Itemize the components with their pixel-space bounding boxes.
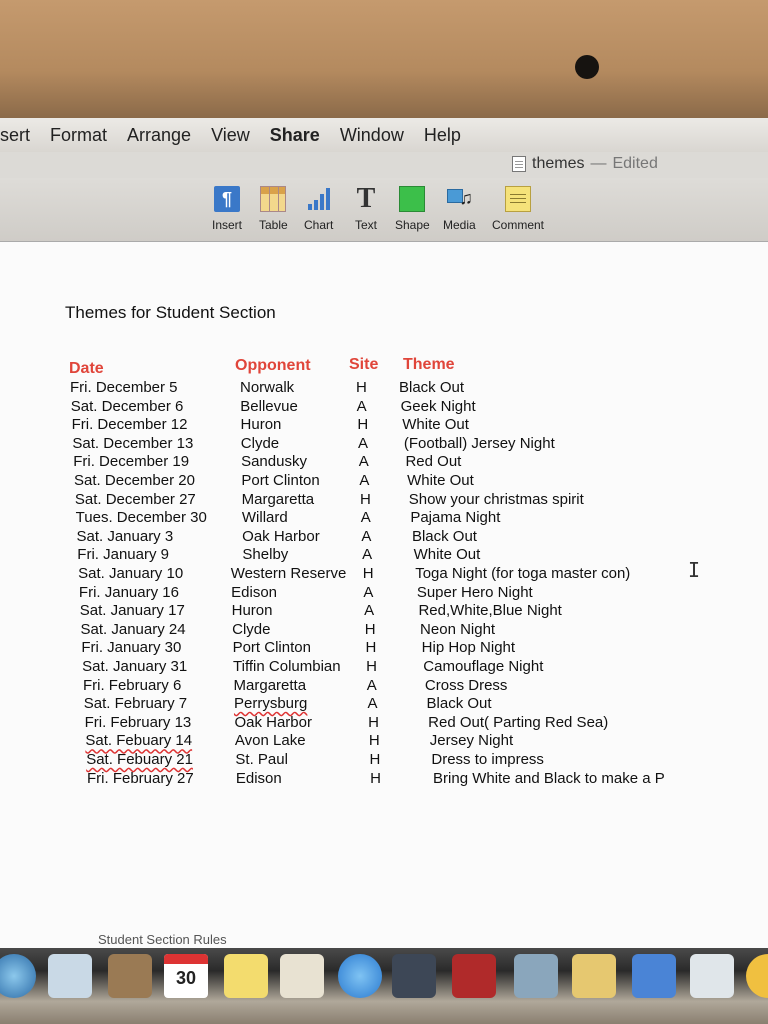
shape-button[interactable] bbox=[395, 186, 430, 232]
window-title[interactable] bbox=[512, 155, 658, 173]
opponent-cell: Perrysburg bbox=[233, 695, 308, 713]
paragraph-icon: ¶ bbox=[214, 186, 240, 212]
date-cell: Sat. January 17 bbox=[79, 602, 185, 620]
theme-cell: Geek Night bbox=[400, 397, 476, 415]
text-button[interactable] bbox=[353, 183, 379, 232]
site-cell: A bbox=[358, 453, 369, 471]
theme-cell: Bring White and Black to make a P bbox=[433, 769, 665, 787]
date-cell: Fri. February 13 bbox=[84, 713, 192, 731]
header-site: Site bbox=[349, 356, 379, 373]
shape-icon bbox=[399, 186, 425, 212]
header-date: Date bbox=[69, 360, 104, 377]
theme-cell: Neon Night bbox=[420, 620, 496, 638]
text-cursor-icon: I bbox=[688, 558, 701, 582]
table-row bbox=[0, 379, 768, 397]
document-name: themes bbox=[532, 155, 585, 172]
site-cell: H bbox=[364, 620, 376, 638]
date-cell: Sat. Febuary 14 bbox=[85, 732, 193, 750]
opponent-cell: Port Clinton bbox=[232, 639, 311, 657]
notes-icon[interactable] bbox=[224, 954, 268, 998]
opponent-cell: Oak Harbor bbox=[242, 527, 320, 545]
keynote-icon[interactable] bbox=[632, 954, 676, 998]
table-row bbox=[0, 770, 768, 788]
document-icon bbox=[512, 156, 526, 172]
menu-view[interactable]: View bbox=[211, 124, 250, 145]
screen bbox=[0, 118, 768, 948]
date-cell: Sat. February 7 bbox=[83, 695, 188, 713]
opponent-cell: Clyde bbox=[240, 434, 280, 452]
opponent-cell: Port Clinton bbox=[241, 472, 320, 489]
media-icon: ♫ bbox=[446, 186, 472, 212]
table-row bbox=[0, 472, 768, 490]
shape-label: Shape bbox=[395, 218, 430, 232]
theme-cell: Cross Dress bbox=[424, 676, 508, 694]
date-cell: Fri. December 5 bbox=[70, 379, 178, 396]
opponent-cell: Clyde bbox=[232, 620, 271, 638]
date-cell: Fri. January 9 bbox=[77, 546, 169, 564]
facetime-icon[interactable] bbox=[392, 954, 436, 998]
opponent-cell: Bellevue bbox=[240, 397, 298, 415]
opponent-cell: Sandusky bbox=[241, 453, 307, 471]
table-row bbox=[0, 565, 768, 583]
opponent-cell: Avon Lake bbox=[234, 732, 306, 750]
contacts-icon[interactable] bbox=[108, 954, 152, 998]
menu-bar bbox=[0, 118, 768, 152]
date-cell: Fri. December 19 bbox=[73, 453, 190, 471]
site-cell: H bbox=[368, 732, 380, 750]
site-cell: H bbox=[362, 565, 374, 582]
menu-arrange[interactable]: Arrange bbox=[127, 124, 192, 145]
opponent-cell: Norwalk bbox=[240, 379, 295, 396]
mail-icon[interactable] bbox=[48, 954, 92, 998]
table-row bbox=[0, 491, 768, 509]
site-cell: A bbox=[367, 695, 378, 713]
media-button[interactable] bbox=[443, 186, 476, 232]
footer-heading: Student Section Rules bbox=[98, 932, 227, 947]
header-opponent: Opponent bbox=[235, 357, 311, 374]
calendar-icon[interactable] bbox=[164, 954, 208, 998]
table-row bbox=[0, 528, 768, 546]
site-cell: A bbox=[356, 397, 367, 415]
photo-booth-icon[interactable] bbox=[452, 954, 496, 998]
numbers-icon[interactable] bbox=[690, 954, 734, 998]
theme-cell: White Out bbox=[413, 546, 481, 564]
date-cell: Fri. December 12 bbox=[71, 416, 188, 434]
theme-cell: Toga Night (for toga master con) bbox=[415, 565, 631, 582]
opponent-cell: Oak Harbor bbox=[234, 713, 312, 731]
chart-icon bbox=[306, 186, 332, 212]
window-titlebar bbox=[0, 152, 768, 178]
table-row bbox=[0, 584, 768, 602]
theme-cell: Pajama Night bbox=[410, 509, 501, 527]
table-button[interactable] bbox=[259, 186, 288, 232]
date-cell: Sat. December 20 bbox=[74, 472, 195, 489]
comment-label: Comment bbox=[492, 218, 545, 232]
table-label: Table bbox=[259, 218, 288, 232]
date-cell: Sat. January 10 bbox=[78, 565, 184, 582]
table-row bbox=[0, 714, 768, 732]
theme-cell: Jersey Night bbox=[429, 732, 514, 750]
theme-cell: Red Out bbox=[405, 453, 462, 471]
date-cell: Sat. January 3 bbox=[76, 527, 174, 545]
theme-cell: Show your christmas spirit bbox=[408, 490, 584, 508]
theme-cell: Super Hero Night bbox=[416, 583, 533, 601]
site-cell: A bbox=[362, 546, 373, 564]
opponent-cell: Huron bbox=[240, 416, 282, 434]
text-icon: T bbox=[356, 183, 376, 214]
table-row bbox=[0, 639, 768, 657]
pages-icon[interactable] bbox=[572, 954, 616, 998]
opponent-cell: Margaretta bbox=[233, 676, 307, 694]
document-canvas[interactable] bbox=[0, 242, 768, 948]
theme-cell: Black Out bbox=[411, 527, 477, 545]
text-label: Text bbox=[354, 218, 377, 232]
insert-button[interactable] bbox=[212, 186, 242, 232]
table-row bbox=[0, 677, 768, 695]
table-row bbox=[0, 602, 768, 620]
table-row bbox=[0, 621, 768, 639]
chart-label: Chart bbox=[304, 218, 334, 232]
messages-icon[interactable] bbox=[338, 954, 382, 998]
theme-cell: (Football) Jersey Night bbox=[403, 434, 555, 452]
table-row bbox=[0, 509, 768, 527]
menu-window[interactable]: Window bbox=[339, 124, 404, 145]
edited-status: Edited bbox=[612, 155, 658, 172]
site-cell: H bbox=[366, 658, 377, 675]
document-heading: Themes for Student Section bbox=[65, 303, 276, 322]
theme-cell: Black Out bbox=[426, 695, 492, 713]
table-icon bbox=[260, 186, 286, 212]
opponent-cell: Willard bbox=[241, 509, 288, 527]
menu-share[interactable]: Share bbox=[269, 124, 320, 145]
insert-label: Insert bbox=[212, 218, 243, 232]
reminders-icon[interactable] bbox=[280, 954, 324, 998]
theme-cell: Dress to impress bbox=[431, 751, 544, 768]
date-cell: Sat. January 31 bbox=[82, 658, 188, 675]
date-cell: Fri. January 30 bbox=[81, 639, 182, 657]
theme-cell: Camouflage Night bbox=[423, 658, 544, 675]
site-cell: H bbox=[370, 769, 382, 787]
screen-bezel bbox=[0, 0, 768, 118]
menu-help[interactable]: Help bbox=[423, 124, 461, 145]
table-row bbox=[0, 398, 768, 416]
site-cell: H bbox=[365, 639, 377, 657]
site-cell: A bbox=[358, 434, 369, 452]
site-cell: H bbox=[368, 713, 379, 731]
header-theme: Theme bbox=[403, 356, 455, 373]
date-cell: Fri. February 6 bbox=[82, 676, 182, 694]
site-cell: A bbox=[363, 583, 374, 601]
date-cell: Sat. Febuary 21 bbox=[86, 751, 193, 768]
theme-cell: Red Out( Parting Red Sea) bbox=[428, 713, 609, 731]
site-cell: H bbox=[356, 379, 367, 396]
opponent-cell: Edison bbox=[235, 769, 282, 787]
site-cell: A bbox=[360, 509, 371, 527]
menu-format[interactable]: Format bbox=[50, 124, 108, 145]
site-cell: H bbox=[369, 751, 381, 768]
media-label: Media bbox=[443, 218, 476, 232]
date-cell: Sat. January 24 bbox=[80, 620, 186, 638]
app-icon[interactable] bbox=[746, 954, 768, 998]
iphoto-icon[interactable] bbox=[514, 954, 558, 998]
toolbar bbox=[0, 178, 768, 242]
opponent-cell: Huron bbox=[231, 602, 273, 620]
table-row bbox=[0, 751, 768, 769]
calendar-day: 30 bbox=[175, 968, 197, 988]
theme-cell: White Out bbox=[402, 416, 469, 434]
chart-button[interactable] bbox=[304, 186, 333, 232]
site-cell: H bbox=[360, 490, 371, 508]
table-row bbox=[0, 546, 768, 564]
opponent-cell: Shelby bbox=[242, 546, 289, 564]
table-row bbox=[0, 416, 768, 434]
site-cell: A bbox=[366, 676, 377, 694]
date-cell: Fri. January 16 bbox=[78, 583, 179, 601]
theme-cell: Red,White,Blue Night bbox=[418, 602, 562, 620]
table-row bbox=[0, 695, 768, 713]
site-cell: A bbox=[359, 472, 370, 489]
theme-cell: Black Out bbox=[399, 379, 465, 396]
webcam bbox=[575, 55, 599, 79]
site-cell: A bbox=[361, 527, 372, 545]
table-row bbox=[0, 435, 768, 453]
table-row bbox=[0, 453, 768, 471]
safari-icon[interactable] bbox=[0, 954, 36, 998]
opponent-cell: Tiffin Columbian bbox=[233, 658, 341, 675]
date-cell: Sat. December 27 bbox=[74, 490, 196, 508]
comment-icon bbox=[505, 186, 531, 212]
title-separator: — bbox=[590, 155, 607, 172]
date-cell: Fri. February 27 bbox=[87, 769, 194, 787]
menu-insert[interactable]: sert bbox=[0, 124, 31, 145]
site-cell: H bbox=[357, 416, 369, 434]
opponent-cell: Margaretta bbox=[241, 490, 315, 508]
dock bbox=[0, 948, 768, 1024]
opponent-cell: Edison bbox=[231, 583, 278, 601]
site-cell: A bbox=[364, 602, 375, 620]
theme-cell: Hip Hop Night bbox=[421, 639, 516, 657]
date-cell: Tues. December 30 bbox=[75, 509, 207, 527]
opponent-cell: Western Reserve bbox=[230, 565, 347, 582]
opponent-cell: St. Paul bbox=[235, 751, 288, 768]
theme-cell: White Out bbox=[407, 472, 474, 489]
table-row bbox=[0, 658, 768, 676]
date-cell: Sat. December 13 bbox=[72, 434, 194, 452]
table-row bbox=[0, 732, 768, 750]
comment-button[interactable] bbox=[492, 186, 544, 232]
date-cell: Sat. December 6 bbox=[70, 397, 184, 415]
